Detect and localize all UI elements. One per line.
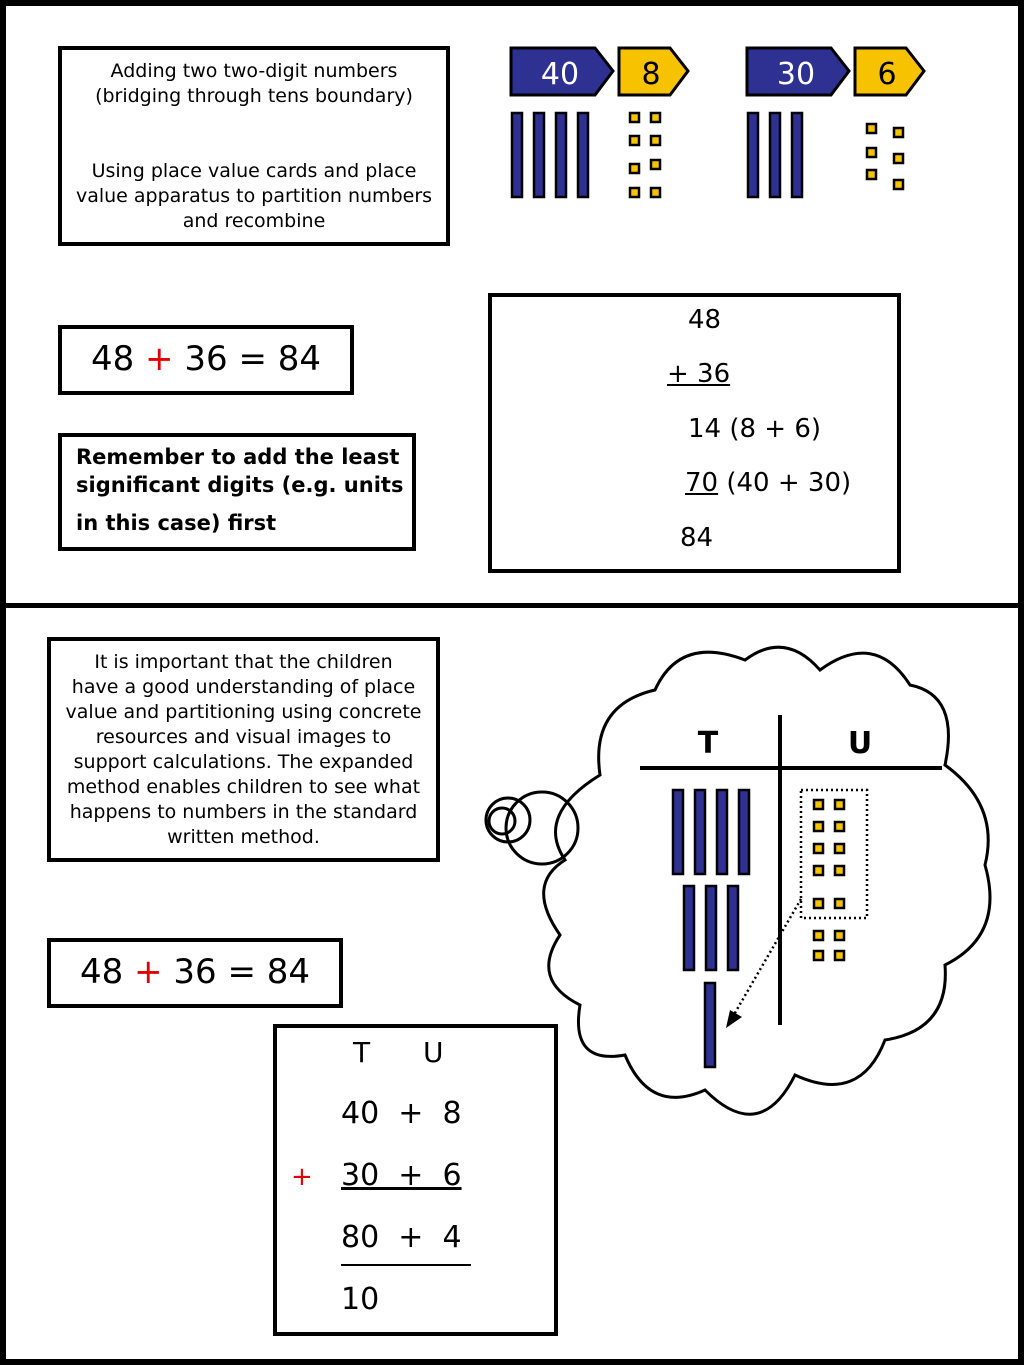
thought-bubble-small <box>489 808 515 834</box>
reminder-line: in this case) first <box>76 511 277 535</box>
tens-rod <box>684 886 694 970</box>
equation-box-bottom <box>47 938 343 1008</box>
unit-cube <box>814 800 823 809</box>
note-line: written method. <box>167 826 320 848</box>
column-addend: + 36 <box>667 359 731 389</box>
tens-rod <box>717 790 727 874</box>
exchanged-tens-rod <box>705 983 715 1067</box>
equation-a: 48 <box>90 339 135 379</box>
unit-cube <box>867 148 876 157</box>
note-line: value and partitioning using concrete <box>65 701 422 723</box>
partial-sum-tens-note: (40 + 30) <box>726 468 852 498</box>
expanded-row-3: 80 + 4 <box>341 1220 462 1255</box>
unit-cube <box>630 188 639 197</box>
plus-sign: + <box>291 1162 313 1192</box>
reminder-line: Remember to add the least <box>76 445 400 469</box>
equals-sign: = <box>227 952 256 992</box>
unit-cube <box>814 899 823 908</box>
title-line: Adding two two-digit numbers <box>110 60 398 82</box>
note-line: resources and visual images to <box>95 726 392 748</box>
tens-rod <box>728 886 738 970</box>
tens-rod <box>578 113 588 197</box>
column-top-number: 48 <box>688 305 722 335</box>
tens-rod <box>512 113 522 197</box>
card-label: 6 <box>877 57 897 92</box>
equals-sign: = <box>238 339 267 379</box>
expanded-row-1: 40 + 8 <box>341 1096 462 1131</box>
card-label: 40 <box>540 57 580 92</box>
equation-result: 84 <box>277 339 322 379</box>
card-label: 8 <box>641 57 661 92</box>
unit-cube <box>894 154 903 163</box>
unit-cube <box>835 800 844 809</box>
equation-result: 84 <box>266 952 311 992</box>
unit-cube <box>651 188 660 197</box>
unit-cube <box>630 164 639 173</box>
column-total: 84 <box>680 523 714 553</box>
tens-rod <box>748 113 758 197</box>
unit-cube <box>894 128 903 137</box>
unit-cube <box>835 951 844 960</box>
card-label: 30 <box>776 57 816 92</box>
unit-cube <box>630 136 639 145</box>
unit-cube <box>651 160 660 169</box>
equation-box-top <box>58 325 354 395</box>
partial-sum-units: 14 (8 + 6) <box>688 414 822 444</box>
unit-cube <box>814 866 823 875</box>
intro-box <box>58 46 450 246</box>
equation-b: 36 <box>173 952 217 992</box>
tens-rod <box>739 790 749 874</box>
unit-cube <box>835 866 844 875</box>
desc-line: value apparatus to partition numbers <box>75 185 433 207</box>
unit-cube <box>835 931 844 940</box>
column-method-box <box>488 293 901 573</box>
place-value-apparatus <box>500 40 940 210</box>
reminder-line: significant digits (e.g. units <box>76 473 404 497</box>
column-header-units: U <box>423 1036 444 1069</box>
unit-cube <box>894 180 903 189</box>
unit-cube <box>630 113 639 122</box>
unit-cube <box>867 124 876 133</box>
desc-line: Using place value cards and place <box>91 160 417 182</box>
plus-sign: + <box>134 952 163 992</box>
equation-a: 48 <box>79 952 124 992</box>
cloud-header-tens: T <box>697 726 719 761</box>
tens-rod <box>792 113 802 197</box>
unit-cube <box>814 844 823 853</box>
unit-cube <box>835 899 844 908</box>
cloud-shape <box>544 647 990 1114</box>
title-line: (bridging through tens boundary) <box>95 85 413 107</box>
cloud-header-units: U <box>847 726 873 761</box>
unit-cube <box>814 822 823 831</box>
tens-rod <box>695 790 705 874</box>
tens-rod <box>706 886 716 970</box>
unit-cube <box>814 931 823 940</box>
unit-cube <box>651 136 660 145</box>
explanation-box <box>47 637 440 862</box>
reminder-box <box>58 433 416 551</box>
thought-cloud <box>480 635 1005 1140</box>
unit-cube <box>835 844 844 853</box>
plus-sign: + <box>145 339 174 379</box>
note-line: support calculations. The expanded <box>73 751 414 773</box>
expanded-row-4: 10 <box>341 1282 380 1317</box>
partial-sum-tens: 70 <box>685 468 719 498</box>
answer-line <box>341 1264 471 1266</box>
section-divider <box>0 603 1024 608</box>
note-line: It is important that the children <box>94 651 393 673</box>
column-header-tens: T <box>353 1036 371 1069</box>
tens-rod <box>673 790 683 874</box>
note-line: method enables children to see what <box>66 776 421 798</box>
desc-line: and recombine <box>182 210 326 232</box>
equation-b: 36 <box>184 339 228 379</box>
unit-cube <box>814 951 823 960</box>
unit-cube <box>651 113 660 122</box>
unit-cube <box>835 822 844 831</box>
tens-rod <box>770 113 780 197</box>
tens-rod <box>556 113 566 197</box>
unit-cube <box>867 170 876 179</box>
note-line: happens to numbers in the standard <box>69 801 418 823</box>
expanded-row-2: 30 + 6 <box>341 1158 462 1193</box>
note-line: have a good understanding of place <box>71 676 416 698</box>
tens-rod <box>534 113 544 197</box>
